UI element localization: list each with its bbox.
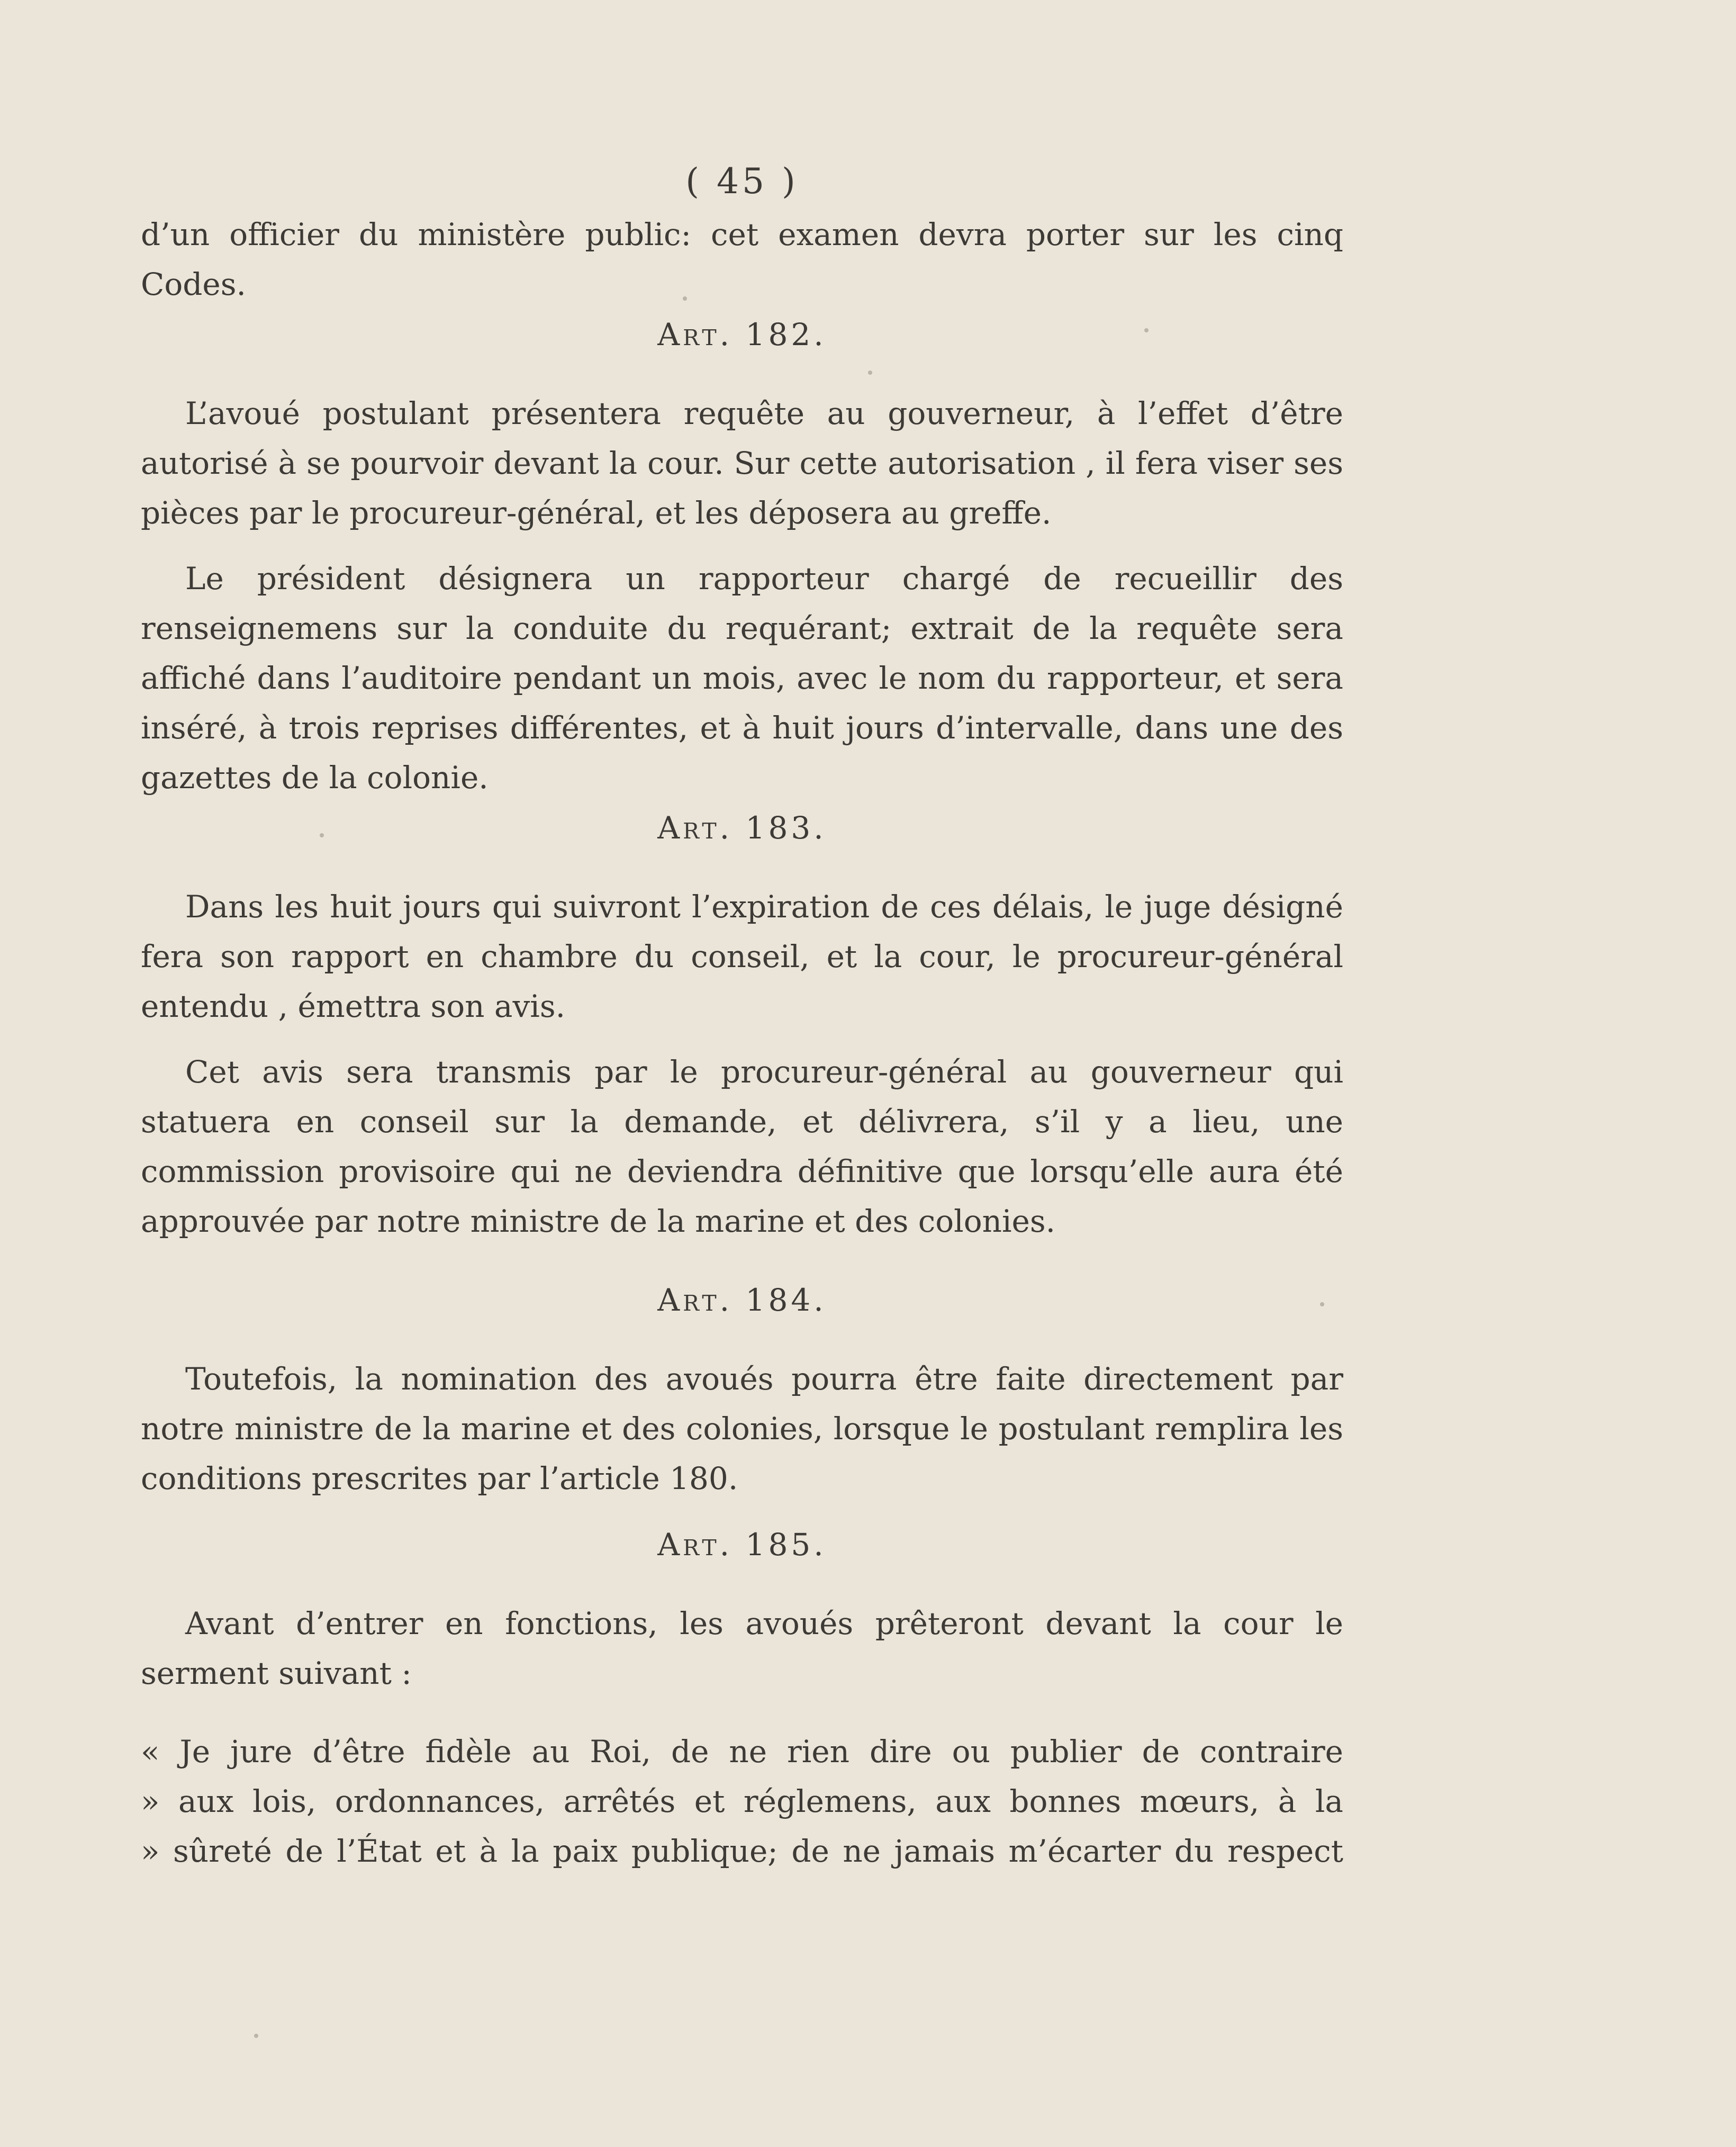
page-number: ( 45 ) — [685, 161, 799, 202]
article-183-heading: Art. 183. — [657, 810, 827, 846]
oath-line-1: « Je jure d’être fidèle au Roi, de ne rien dire ou publier de contraire — [141, 1734, 1343, 1770]
paper-speck — [254, 2034, 258, 2038]
article-185-paragraph-1: Avant d’entrer en fonctions, les avoués prêteront devant la cour le serment suivant : — [141, 1605, 1343, 1691]
article-185-heading: Art. 185. — [657, 1527, 827, 1563]
paper-speck — [320, 833, 324, 837]
intro-paragraph: d’un officier du ministère public: cet examen devra porter sur les cinq Codes. — [141, 216, 1343, 302]
article-182-paragraph-2: Le président désignera un rapporteur chargé de recueillir des renseignemens sur la conduite du requérant; extrait de la requête sera affiché dans l’auditoire pendant un mois, avec le nom du rapporteur, et sera inséré, à trois reprises différentes, et à huit jours d’intervalle, dans une des gazettes de la colonie. — [141, 561, 1343, 796]
article-183-paragraph-2: Cet avis sera transmis par le procureur-général au gouverneur qui statuera en conseil sur la demande, et délivrera, s’il y a lieu, une commission provisoire qui ne deviendra définitive que lorsqu’elle aura été approuvée par notre ministre de la marine et des colonies. — [141, 1054, 1343, 1239]
article-184-paragraph-1: Toutefois, la nomination des avoués pourra être faite directement par notre ministre de la marine et des colonies, lorsque le postulant remplira les conditions prescrites par l’article 180. — [141, 1361, 1343, 1496]
oath-line-2: » aux lois, ordonnances, arrêtés et réglemens, aux bonnes mœurs, à la — [141, 1783, 1343, 1819]
page-body — [141, 154, 1343, 1876]
article-184-heading: Art. 184. — [657, 1282, 827, 1318]
paper-speck — [1320, 1302, 1324, 1306]
oath-line-3: » sûreté de l’État et à la paix publique; de ne jamais m’écarter du respect — [141, 1833, 1343, 1869]
paper-speck — [868, 371, 872, 375]
paper-speck — [1144, 328, 1149, 332]
article-182-paragraph-1: L’avoué postulant présentera requête au gouverneur, à l’effet d’être autorisé à se pourvoir devant la cour. Sur cette autorisation , il fera viser ses pièces par le procureur-général, et les déposera au greffe. — [141, 395, 1343, 531]
paper-speck — [683, 296, 687, 301]
article-182-heading: Art. 182. — [657, 317, 827, 353]
article-183-paragraph-1: Dans les huit jours qui suivront l’expiration de ces délais, le juge désigné fera son rapport en chambre du conseil, et la cour, le procureur-général entendu , émettra son avis. — [141, 889, 1343, 1024]
